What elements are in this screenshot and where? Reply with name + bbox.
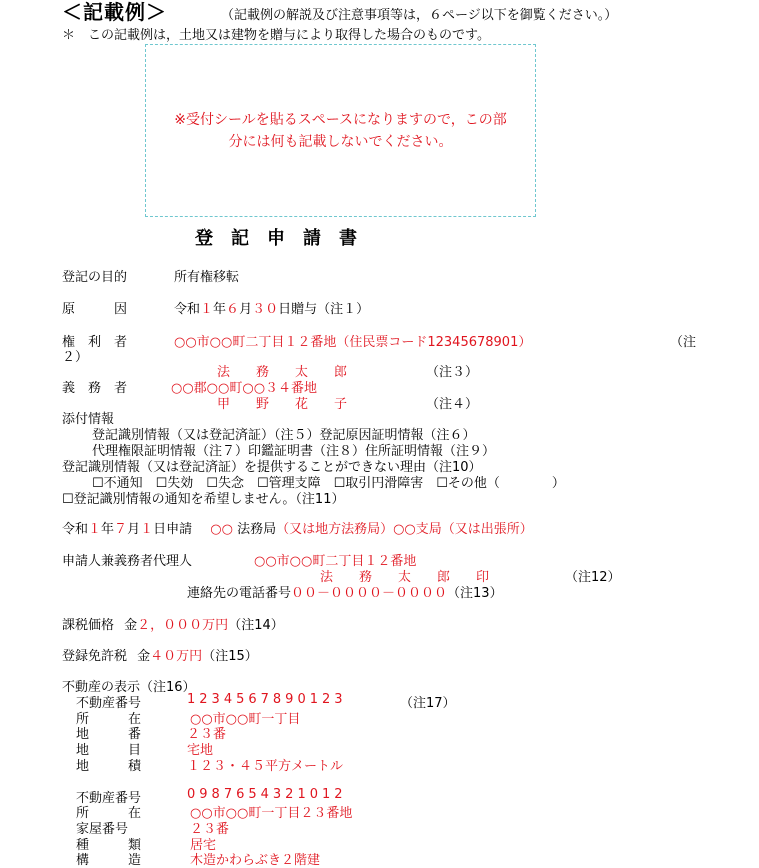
id-info-notify-wish: ☐登記識別情報の通知を希望しません。（注11）: [62, 492, 345, 507]
agent-name-note: （注12）: [565, 570, 621, 585]
house-number: ２３番: [190, 822, 230, 837]
agent-address: ○○市○○町二丁目１２番地: [254, 554, 417, 569]
property-label: 不動産の表示（注16）: [62, 680, 196, 695]
sample-title: ＜記載例＞: [62, 0, 167, 24]
building-number: 0987654321012: [187, 787, 347, 802]
building-number-label: 不動産番号: [76, 791, 142, 806]
attachments-line1: 登記識別情報（又は登記済証）（注５）登記原因証明情報（注６）: [92, 428, 476, 443]
land-number: 1234567890123: [187, 692, 347, 707]
land-lot-label: 地 番: [76, 727, 142, 742]
agent-phone-line: 連絡先の電話番号００－００００－００００（注13）: [187, 586, 503, 601]
license-tax-line: 登録免許税 金４０万円（注15）: [62, 649, 258, 664]
house-number-label: 家屋番号: [76, 822, 129, 837]
attachments-label: 添付情報: [62, 412, 115, 427]
building-structure-label: 構 造: [76, 853, 142, 868]
header-note: （記載例の解説及び注意事項等は，６ページ以下を御覧ください。）: [221, 8, 618, 23]
filing-line: 令和１年７月１日申請 ○○ 法務局（又は地方法務局）○○支局（又は出張所）: [62, 522, 533, 537]
obligor-name: 甲 野 花 子: [217, 397, 348, 412]
building-location: ○○市○○町一丁目２３番地: [190, 806, 353, 821]
building-structure: 木造かわらぶき２階建: [190, 853, 321, 868]
cause-value: 令和１年６月３０日贈与（注１）: [174, 302, 370, 317]
right-holder-name-note: （注３）: [426, 365, 479, 380]
land-location: ○○市○○町一丁目: [190, 712, 301, 727]
obligor-label: 義 務 者: [62, 381, 128, 396]
land-lot: ２３番: [187, 727, 227, 742]
attachments-line2: 代理権限証明情報（注７）印鑑証明書（注８）住所証明情報（注９）: [92, 444, 496, 459]
receipt-seal-instruction: ※受付シールを貼るスペースになりますので，この部 分には何も記載しないでください。: [174, 112, 507, 150]
agent-label: 申請人兼義務者代理人: [62, 554, 193, 569]
id-info-reason-options: ☐不通知 ☐失効 ☐失念 ☐管理支障 ☐取引円滑障害 ☐その他（ ）: [92, 476, 565, 491]
land-number-label: 不動産番号: [76, 696, 142, 711]
agent-name-seal: 法 務 太 郎 印: [320, 570, 490, 585]
obligor-address: ○○郡○○町○○３４番地: [171, 381, 318, 396]
document-title: 登記申請書: [195, 228, 375, 249]
right-holder-note: （注: [670, 335, 697, 350]
land-category-label: 地 目: [76, 743, 142, 758]
land-category: 宅地: [187, 743, 214, 758]
land-number-note: （注17）: [400, 696, 456, 711]
cause-label: 原 因: [62, 302, 128, 317]
land-location-label: 所 在: [76, 712, 142, 727]
right-holder-name: 法 務 太 郎: [217, 365, 348, 380]
sample-scope-note: ＊ この記載例は，土地又は建物を贈与により取得した場合のものです。: [62, 28, 490, 43]
right-holder-address: ○○市○○町二丁目１２番地（住民票コード12345678901）: [174, 335, 532, 350]
building-kind: 居宅: [190, 838, 217, 853]
right-holder-note-cont: ２）: [62, 350, 89, 365]
right-holder-label: 権 利 者: [62, 335, 128, 350]
obligor-name-note: （注４）: [426, 397, 479, 412]
land-area: １２３・４５平方メートル: [187, 759, 344, 774]
purpose-label: 登記の目的: [62, 270, 128, 285]
purpose-value: 所有権移転: [174, 270, 240, 285]
building-location-label: 所 在: [76, 806, 142, 821]
land-area-label: 地 積: [76, 759, 142, 774]
building-kind-label: 種 類: [76, 838, 142, 853]
receipt-seal-area: [145, 44, 536, 217]
tax-value-line: 課税価格 金２，０００万円（注14）: [62, 618, 284, 633]
id-info-reason-label: 登記識別情報（又は登記済証）を提供することができない理由（注10）: [62, 460, 482, 475]
